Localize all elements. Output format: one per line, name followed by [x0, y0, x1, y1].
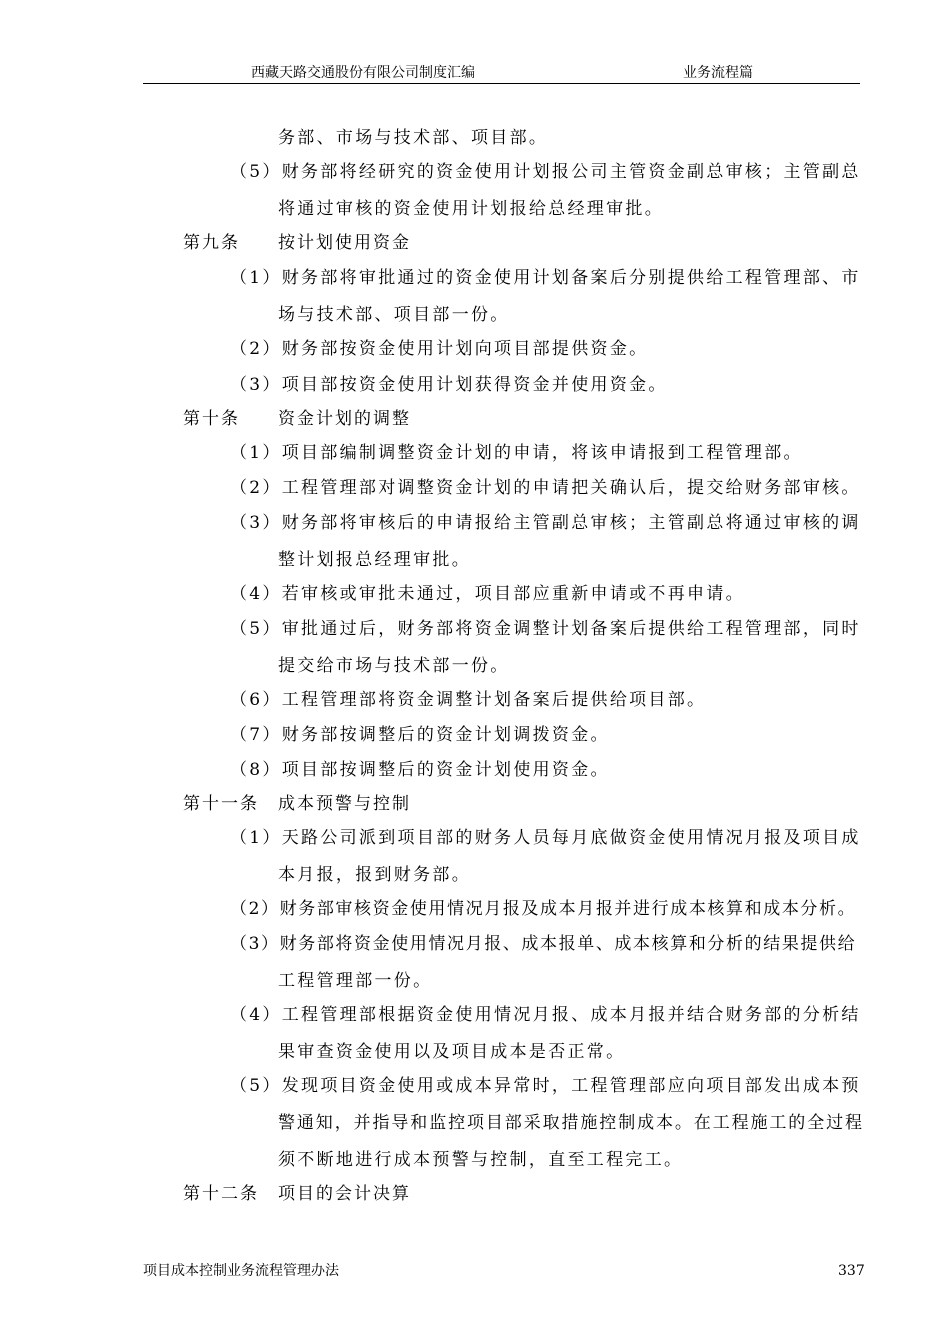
article-title: 资金计划的调整	[278, 409, 411, 429]
header-section-title: 业务流程篇	[683, 65, 753, 81]
body-line: 须不断地进行成本预警与控制，直至工程完工。	[278, 1150, 684, 1170]
body-line: （5）审批通过后，财务部将资金调整计划备案后提供给工程管理部，同时	[230, 619, 861, 639]
body-line: （1）财务部将审批通过的资金使用计划备案后分别提供给工程管理部、市	[230, 268, 861, 288]
article-label: 第十二条	[183, 1184, 259, 1204]
body-line: 场与技术部、项目部一份。	[278, 305, 510, 325]
body-line: （3）项目部按资金使用计划获得资金并使用资金。	[230, 375, 668, 395]
article-9-heading	[183, 232, 411, 254]
body-line: （5）财务部将经研究的资金使用计划报公司主管资金副总审核；主管副总	[230, 162, 861, 182]
body-line: 警通知，并指导和监控项目部采取措施控制成本。在工程施工的全过程	[278, 1113, 864, 1133]
body-line: （5）发现项目资金使用或成本异常时，工程管理部应向项目部发出成本预	[230, 1076, 861, 1096]
article-12-heading	[183, 1183, 411, 1205]
article-label: 第十条	[183, 409, 240, 429]
article-title: 项目的会计决算	[278, 1184, 411, 1204]
body-line: （2）财务部审核资金使用情况月报及成本月报并进行成本核算和成本分析。	[230, 899, 857, 919]
body-line: （2）工程管理部对调整资金计划的申请把关确认后，提交给财务部审核。	[230, 478, 861, 498]
body-line: （7）财务部按调整后的资金计划调拨资金。	[230, 725, 610, 745]
article-11-heading	[183, 793, 411, 815]
body-line: （4）工程管理部根据资金使用情况月报、成本月报并结合财务部的分析结	[230, 1005, 861, 1025]
body-line: 将通过审核的资金使用计划报给总经理审批。	[278, 199, 664, 219]
body-line: 提交给市场与技术部一份。	[278, 656, 510, 676]
body-line: （1）天路公司派到项目部的财务人员每月底做资金使用情况月报及项目成	[230, 828, 861, 848]
body-line: （2）财务部按资金使用计划向项目部提供资金。	[230, 339, 649, 359]
body-line: 务部、市场与技术部、项目部。	[278, 128, 549, 148]
article-label: 第九条	[183, 233, 240, 253]
page-number: 337	[838, 1263, 865, 1279]
body-line: 果审查资金使用以及项目成本是否正常。	[278, 1042, 626, 1062]
header-company-title: 西藏天路交通股份有限公司制度汇编	[251, 65, 475, 81]
footer-document-title: 项目成本控制业务流程管理办法	[143, 1263, 339, 1279]
article-label: 第十一条	[183, 794, 259, 814]
article-10-heading	[183, 408, 411, 430]
header-rule	[143, 83, 860, 84]
body-line: 工程管理部一份。	[278, 971, 433, 991]
body-line: （3）财务部将资金使用情况月报、成本报单、成本核算和分析的结果提供给	[230, 934, 857, 954]
body-line: （8）项目部按调整后的资金计划使用资金。	[230, 760, 610, 780]
body-line: 本月报，报到财务部。	[278, 865, 471, 885]
body-line: （6）工程管理部将资金调整计划备案后提供给项目部。	[230, 690, 707, 710]
body-line: 整计划报总经理审批。	[278, 550, 471, 570]
body-line: （4）若审核或审批未通过，项目部应重新申请或不再申请。	[230, 584, 745, 604]
article-title: 成本预警与控制	[278, 794, 411, 814]
body-line: （1）项目部编制调整资金计划的申请，将该申请报到工程管理部。	[230, 443, 803, 463]
article-title: 按计划使用资金	[278, 233, 411, 253]
body-line: （3）财务部将审核后的申请报给主管副总审核；主管副总将通过审核的调	[230, 513, 861, 533]
